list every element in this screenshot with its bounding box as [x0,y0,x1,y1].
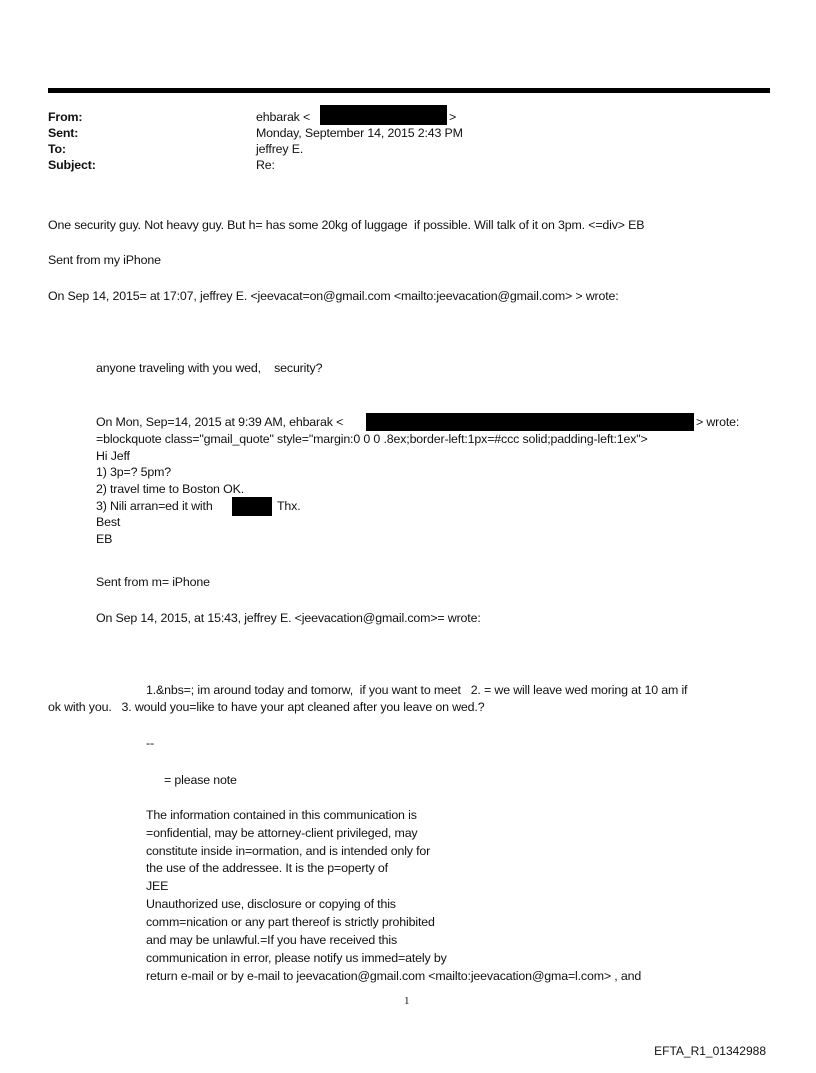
subject-label: Subject: [48,158,96,172]
sent-label: Sent: [48,126,79,140]
quoted-line: EB [96,532,113,546]
quoted-line: = please note [164,773,237,787]
quoted-line: > wrote: [696,415,740,429]
quoted-line: Best [96,515,121,529]
quoted-line: =blockquote class="gmail_quote" style="margin:0 0 0 .8ex;border-left:1px=#ccc solid;padding-left:1ex"> [96,432,648,446]
document-id: EFTA_R1_01342988 [654,1044,766,1058]
to-value: jeffrey E. [256,142,304,156]
disclaimer-line: The information contained in this communication is [146,808,417,822]
redaction-box [320,105,447,125]
quoted-line: ok with you. 3. would you=like to have your apt cleaned after you leave on wed.? [48,700,485,714]
sent-value: Monday, September 14, 2015 2:43 PM [256,126,463,140]
disclaimer-line: JEE [146,879,169,893]
disclaimer-line: =onfidential, may be attorney-client privileged, may [146,826,418,840]
from-value-name: ehbarak < [256,110,311,124]
quoted-line: 1.&nbs=; im around today and tomorw, if you want to meet 2. = we will leave wed moring at 10 am if [146,683,688,697]
from-label: From: [48,110,83,124]
disclaimer-line: comm=nication or any part thereof is strictly prohibited [146,915,435,929]
quoted-line: 3) Nili arran=ed it with [96,499,213,513]
page-number: 1 [404,995,410,1007]
redaction-box [232,497,272,516]
disclaimer-line: and may be unlawful.=If you have received this [146,933,398,947]
disclaimer-line: the use of the addressee. It is the p=operty of [146,861,388,875]
quoted-line: Sent from m= iPhone [96,575,210,589]
body-line: On Sep 14, 2015= at 17:07, jeffrey E. <jeevacat=on@gmail.com <mailto:jeevacation@gmail.com> > wrote: [48,289,619,303]
quoted-line: 2) travel time to Boston OK. [96,482,244,496]
quoted-line: On Sep 14, 2015, at 15:43, jeffrey E. <jeevacation@gmail.com>= wrote: [96,611,481,625]
to-label: To: [48,142,66,156]
body-line: One security guy. Not heavy guy. But h= has some 20kg of luggage if possible. Will talk of it on 3pm. <=div> EB [48,218,645,232]
disclaimer-line: Unauthorized use, disclosure or copying of this [146,897,396,911]
quoted-line: 1) 3p=? 5pm? [96,465,172,479]
quoted-line: Hi Jeff [96,449,130,463]
disclaimer-line: constitute inside in=ormation, and is intended only for [146,844,431,858]
quoted-line: On Mon, Sep=14, 2015 at 9:39 AM, ehbarak < [96,415,344,429]
quoted-line: anyone traveling with you wed, security? [96,361,323,375]
quoted-line: -- [146,736,154,750]
disclaimer-line: return e-mail or by e-mail to jeevacation@gmail.com <mailto:jeevacation@gma=l.com> , and [146,969,642,983]
body-line: Sent from my iPhone [48,253,161,267]
header-rule [48,88,770,93]
redaction-box [366,413,694,431]
disclaimer-line: communication in error, please notify us immed=ately by [146,951,447,965]
from-value-close: > [449,110,457,124]
subject-value: Re: [256,158,275,172]
quoted-line: Thx. [277,499,301,513]
